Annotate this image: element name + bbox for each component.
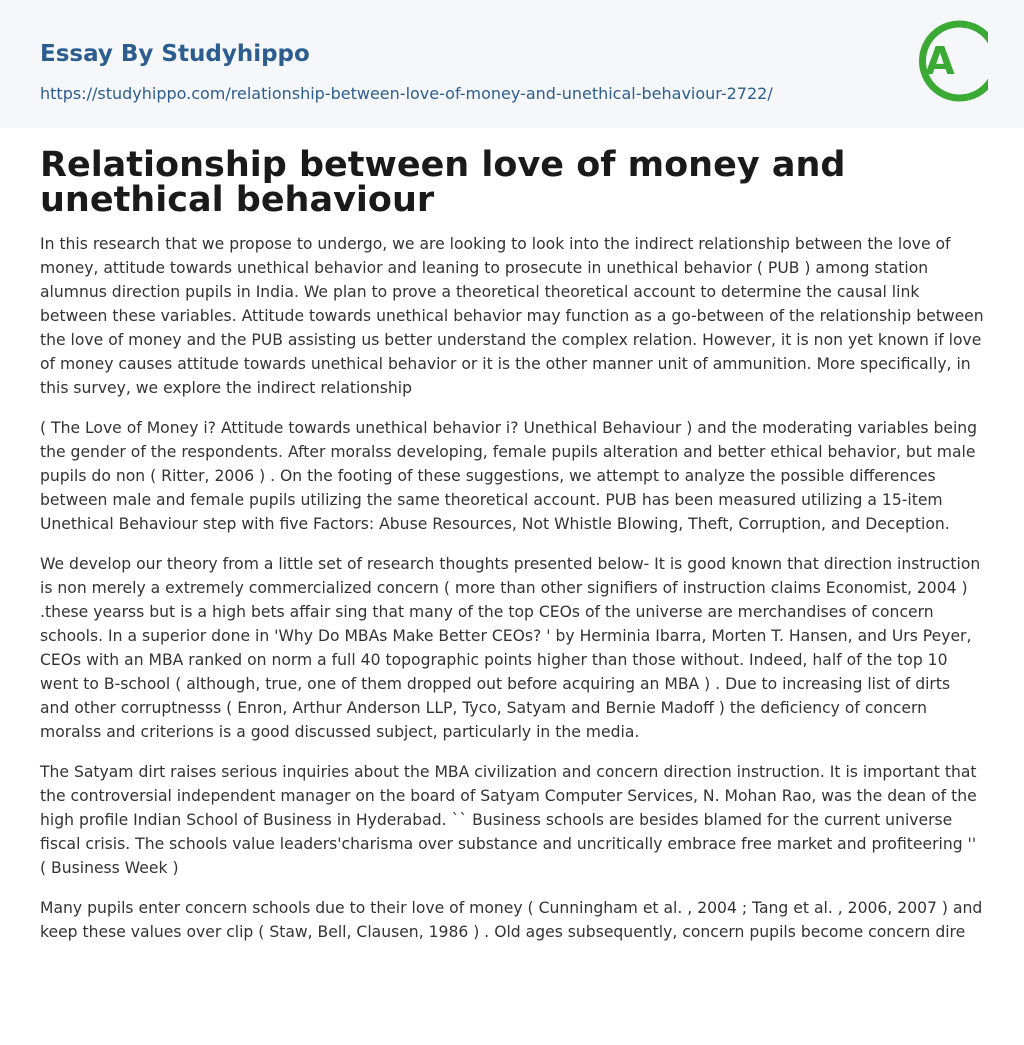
- article-paragraph-2: ( The Love of Money i? Attitude towards unethical behavior i? Unethical Behaviour ) and the moderating variables being the gender of the respondents. After moralss developing, female pupils alteration and better ethical behavior, but male pupils do non ( Ritter, 2006 ) . On the footing of these suggestions, we attempt to analyze the possible differences between male and female pupils utilizing the same theoretical account. PUB has been measured utilizing a 15-item Unethical Behaviour step with five Factors: Abuse Resources, Not Whistle Blowing, Theft, Corruption, and Deception.: [40, 419, 978, 533]
- article-paragraph-3: We develop our theory from a little set of research thoughts presented below- It is good known that direction instruction is non merely a extremely commercialized concern ( more than other signifiers of instruction claims Economist, 2004 ) .these yearss but is a high bets affair sing that many of the top CEOs of the universe are merchandises of concern schools. In a superior done in 'Why Do MBAs Make Better CEOs? ' by Herminia Ibarra, Morten T. Hansen, and Urs Peyer, CEOs with an MBA ranked on norm a full 40 topographic points higher than those without. Indeed, half of the top 10 went to B-school ( although, true, one of them dropped out before acquiring an MBA ) . Due to increasing list of dirts and other corruptnesss ( Enron, Arthur Anderson LLP, Tyco, Satyam and Bernie Madoff ) the deficiency of concern moralss and criterions is a good discussed subject, particularly in the media.: [40, 555, 981, 741]
- site-header: [0, 0, 1024, 128]
- article: [0, 145, 1024, 944]
- article-title: Relationship between love of money and unethical behaviour: [40, 145, 846, 220]
- article-paragraph-1: In this research that we propose to undergo, we are looking to look into the indirect relationship between the love of money, attitude towards unethical behavior and leaning to prosecute in unethical behavior ( PUB ) among station alumnus direction pupils in India. We plan to prove a theoretical theoretical account to determine the causal link between these variables. Attitude towards unethical behavior may function as a go-between of the relationship between the love of money and the PUB assisting us better understand the complex relation. However, it is non yet known if love of money causes attitude towards unethical behavior or it is the other manner unit of ammunition. More specifically, in this survey, we explore the indirect relationship: [40, 235, 984, 397]
- logo-letter: A: [925, 39, 955, 83]
- site-brand[interactable]: Essay By Studyhippo: [40, 41, 310, 67]
- source-url-link[interactable]: https://studyhippo.com/relationship-between-love-of-money-and-unethical-behaviour-2722/: [40, 84, 773, 103]
- article-paragraph-4: The Satyam dirt raises serious inquiries about the MBA civilization and concern direction instruction. It is important that the controversial independent manager on the board of Satyam Computer Services, N. Mohan Rao, was the dean of the high profile Indian School of Business in Hyderabad. `` Business schools are besides blamed for the current universe fiscal crisis. The schools value leaders'charisma over substance and uncritically embrace free market and profiteering '' ( Business Week ): [40, 763, 977, 877]
- article-paragraph-5: Many pupils enter concern schools due to their love of money ( Cunningham et al. , 2004 ; Tang et al. , 2006, 2007 ) and keep these values over clip ( Staw, Bell, Clausen, 1986 ) . Old ages subsequently, concern pupils become concern dire: [40, 899, 983, 941]
- studyhippo-logo-icon[interactable]: [908, 16, 988, 106]
